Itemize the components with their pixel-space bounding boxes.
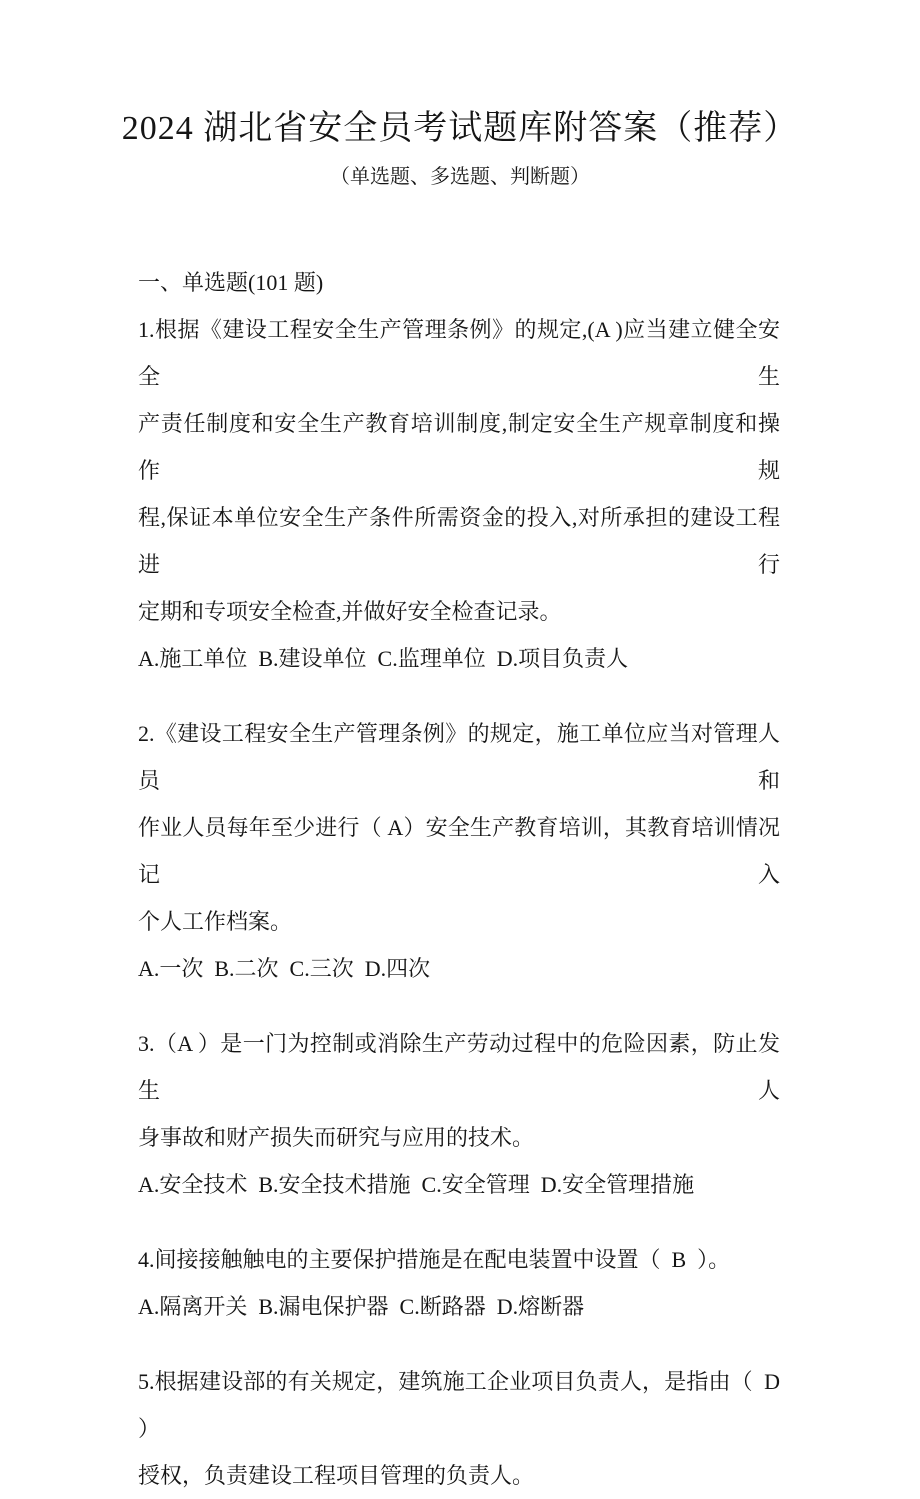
question-options-line: A.施工单位 B.建设单位 C.监理单位 D.项目负责人 xyxy=(138,646,629,671)
question-stem-line: 4.间接接触触电的主要保护措施是在配电装置中设置（ B ）。 xyxy=(138,1247,731,1272)
question-block xyxy=(138,1020,780,1208)
question-stem-line: 5.根据建设部的有关规定，建筑施工企业项目负责人，是指由（ D ） xyxy=(138,1369,791,1441)
question-block xyxy=(138,1236,780,1330)
question-options-line: A.隔离开关 B.漏电保护器 C.断路器 D.熔断器 xyxy=(138,1294,585,1319)
questions xyxy=(138,306,791,1499)
question-block xyxy=(138,1358,791,1499)
question-stem-line: 1.根据《建设工程安全生产管理条例》的规定,(A )应当建立健全安全生 xyxy=(138,317,780,389)
question-stem-line: 定期和专项安全检查,并做好安全检查记录。 xyxy=(138,599,562,624)
question-stem-line: 2.《建设工程安全生产管理条例》的规定，施工单位应当对管理人员和 xyxy=(138,721,780,793)
question-stem-line: 程,保证本单位安全生产条件所需资金的投入,对所承担的建设工程进行 xyxy=(138,505,780,577)
document-title: 2024 湖北省安全员考试题库附答案（推荐） xyxy=(121,110,799,147)
question-options-line: A.安全技术 B.安全技术措施 C.安全管理 D.安全管理措施 xyxy=(138,1172,695,1197)
document-page xyxy=(0,105,920,1488)
question-stem-line: 个人工作档案。 xyxy=(138,909,293,934)
question-stem-line: 产责任制度和安全生产教育培训制度,制定安全生产规章制度和操作规 xyxy=(138,411,780,483)
section-heading: 一、单选题(101 题) xyxy=(138,270,324,295)
question-block xyxy=(138,306,780,682)
question-block xyxy=(138,710,780,992)
question-options-line: A.一次 B.二次 C.三次 D.四次 xyxy=(138,956,431,981)
document-subtitle: （单选题、多选题、判断题） xyxy=(330,166,590,188)
question-stem-line: 授权，负责建设工程项目管理的负责人。 xyxy=(138,1463,535,1488)
question-stem-line: 作业人员每年至少进行（ A）安全生产教育培训，其教育培训情况记入 xyxy=(138,815,780,887)
question-stem-line: 3.（A ）是一门为控制或消除生产劳动过程中的危险因素，防止发生人 xyxy=(138,1031,780,1103)
question-stem-line: 身事故和财产损失而研究与应用的技术。 xyxy=(138,1125,535,1150)
document-body xyxy=(0,191,920,1499)
